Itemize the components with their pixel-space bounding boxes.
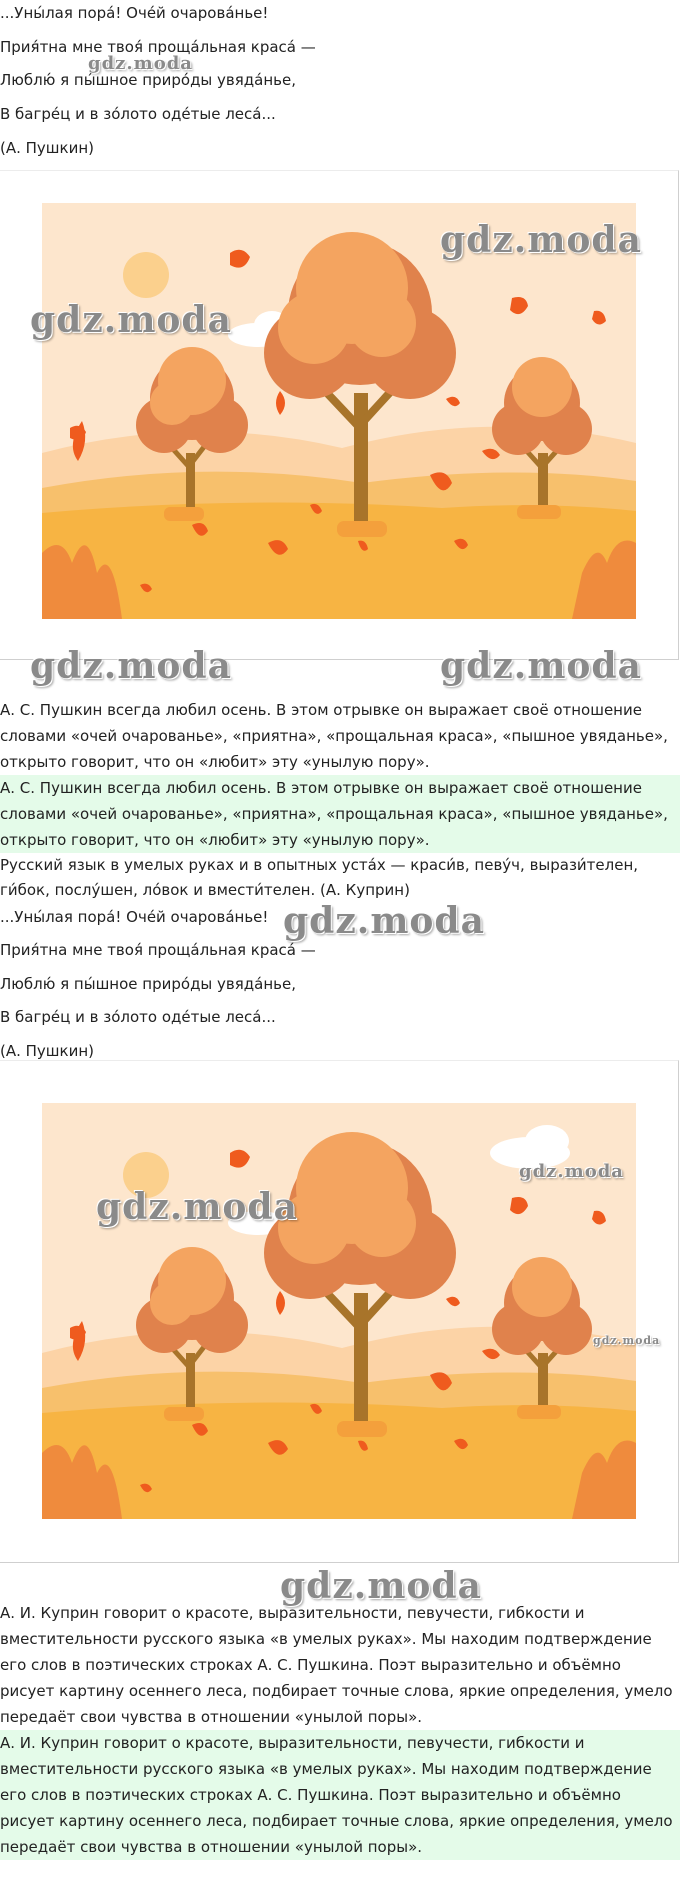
- watermark: gdz.moda: [280, 1565, 482, 1607]
- poem-author: (А. Пушкин): [0, 139, 94, 157]
- analysis-paragraph-highlighted: А. И. Куприн говорит о красоте, выразительности, певучести, гибкости и вместительности русского языка «в умелых руках». Мы находим подтверждение его слов в поэтических строках А. С. Пушкина. Поэт выразительно и объёмно рисует картину осеннего леса, подбирает точные слова, яркие определения, умело передаёт свои чувства в отношении «унылой поры».: [0, 1730, 680, 1860]
- analysis-paragraph: А. С. Пушкин всегда любил осень. В этом отрывке он выражает своё отношение словами «очей очарованье», «приятна», «прощальная краса», «пышное увяданье», открыто говорит, что он «любит» эту «унылую пору».: [0, 701, 668, 771]
- watermark: gdz.moda: [519, 1161, 624, 1182]
- poem-line: Прия́тна мне твоя́ проща́льная краса́ —: [0, 38, 316, 56]
- analysis-paragraph: А. И. Куприн говорит о красоте, выразительности, певучести, гибкости и вместительности русского языка «в умелых руках». Мы находим подтверждение его слов в поэтических строках А. С. Пушкина. Поэт выразительно и объёмно рисует картину осеннего леса, подбирает точные слова, яркие определения, умело передаёт свои чувства в отношении «унылой поры».: [0, 1604, 673, 1726]
- watermark: gdz.moda: [30, 299, 232, 341]
- poem-line: Люблю́ я пы́шное приро́ды увяда́нье,: [0, 71, 296, 89]
- poem-line: ...Уны́лая пора́! Оче́й очарова́нье!: [0, 908, 269, 926]
- poem-line: ...Уны́лая пора́! Оче́й очарова́нье!: [0, 4, 269, 22]
- poem-line: В багре́ц и в зо́лото оде́тые леса́...: [0, 105, 276, 123]
- illustration-frame: [0, 170, 679, 660]
- kuprin-quote: Русский язык в умелых руках и в опытных уста́х — краси́в, певу́ч, вырази́телен, ги́бок, послу́шен, ло́вок и вмести́телен. (А. Куприн): [0, 856, 639, 899]
- watermark: gdz.moda: [96, 1186, 298, 1228]
- watermark: gdz.moda: [593, 1334, 661, 1347]
- watermark: gdz.moda: [283, 900, 485, 942]
- poem-line: В багре́ц и в зо́лото оде́тые леса́...: [0, 1008, 276, 1026]
- poem-line: Прия́тна мне твоя́ проща́льная краса́ —: [0, 941, 316, 959]
- watermark: gdz.moda: [440, 645, 642, 687]
- watermark: gdz.moda: [88, 53, 193, 74]
- watermark: gdz.moda: [440, 219, 642, 261]
- illustration-frame: [0, 1060, 679, 1563]
- autumn-forest-illustration: [42, 203, 636, 619]
- poem-author: (А. Пушкин): [0, 1042, 94, 1060]
- analysis-paragraph-highlighted: А. С. Пушкин всегда любил осень. В этом отрывке он выражает своё отношение словами «очей очарованье», «приятна», «прощальная краса», «пышное увяданье», открыто говорит, что он «любит» эту «унылую пору».: [0, 775, 680, 853]
- watermark: gdz.moda: [30, 645, 232, 687]
- poem-line: Люблю́ я пы́шное приро́ды увяда́нье,: [0, 975, 296, 993]
